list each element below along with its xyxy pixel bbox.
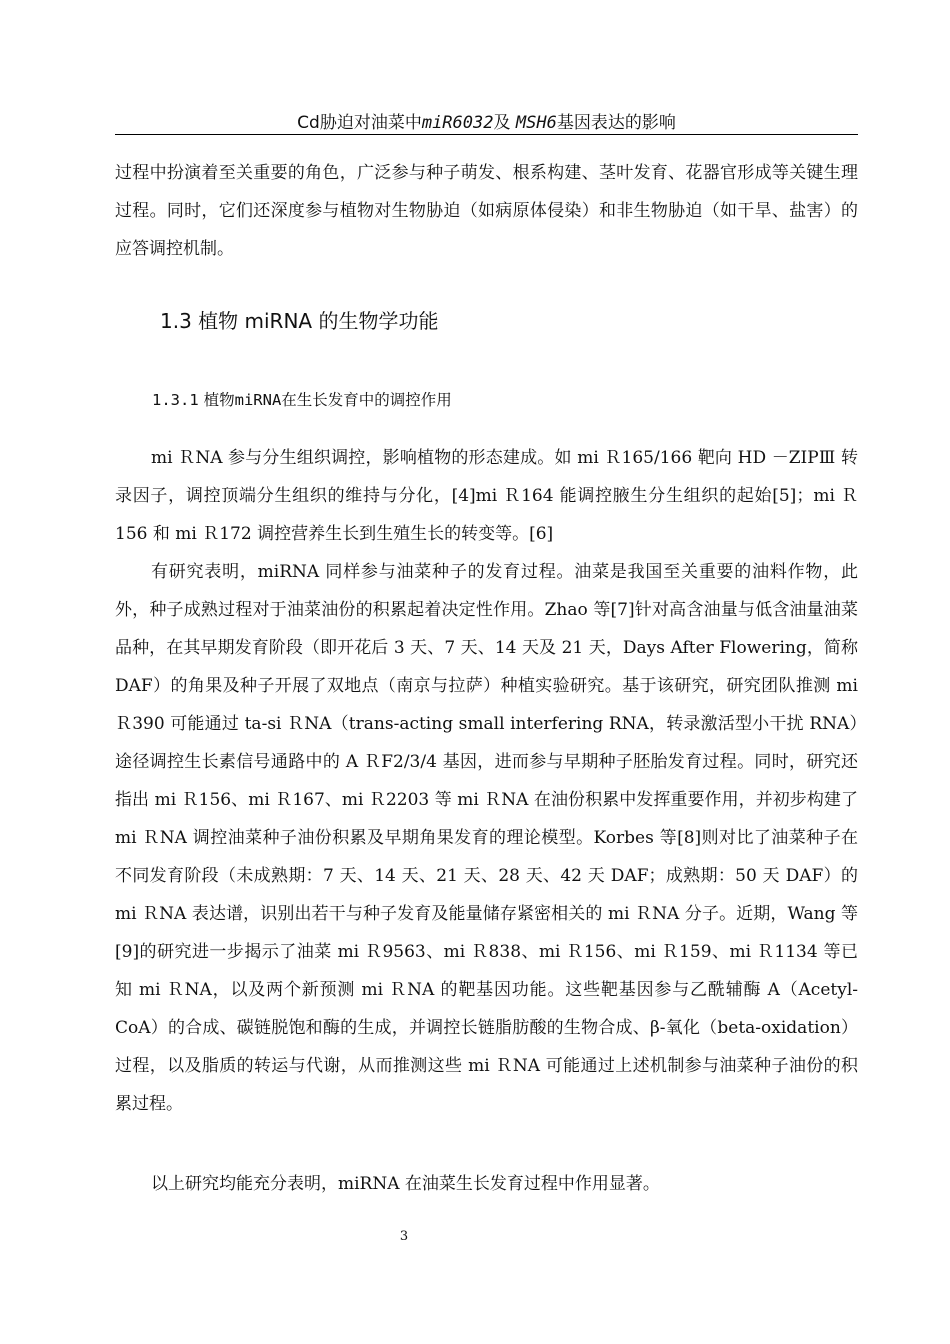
subsection-title-a: 植物 <box>203 391 235 409</box>
subsection-title-b: 在生长发育中的调控作用 <box>281 391 452 409</box>
paragraph-rapeseed-studies: 有研究表明，miRNA 同样参与油菜种子的发育过程。油菜是我国至关重要的油料作物，此外，种子成熟过程对于油菜油份的积累起着决定性作用。Zhao 等[7]针对高含油量与低含油量油菜品种，在其早期发育阶段（即开花后 3 天、7 天、14 天及 21 天，Days After Flowering，简称 DAF）的角果及种子开展了双地点（南京与拉萨）种植实验研究。基于该研究，研究团队推测 mi Ｒ390 可能通过 ta-si ＲNA（trans-acting small interfering RNA，转录激活型小干扰 RNA）途径调控生长素信号通路中的 A ＲF2/3/4 基因，进而参与早期种子胚胎发育过程。同时，研究还指出 mi Ｒ156、mi Ｒ167、mi Ｒ2203 等 mi ＲNA 在油份积累中发挥重要作用，并初步构建了 mi ＲNA 调控油菜种子油份积累及早期角果发育的理论模型。Korbes 等[8]则对比了油菜种子在不同发育阶段（未成熟期：7 天、14 天、21 天、28 天、42 天 DAF；成熟期：50 天 DAF）的 mi ＲNA 表达谱，识别出若干与种子发育及能量储存紧密相关的 mi ＲNA 分子。近期，Wang 等[9]的研究进一步揭示了油菜 mi Ｒ9563、mi Ｒ838、mi Ｒ156、mi Ｒ159、mi Ｒ1134 等已知 mi ＲNA，以及两个新预测 mi ＲNA 的靶基因功能。这些靶基因参与乙酰辅酶 A（Acetyl-CoA）的合成、碳链脱饱和酶的生成，并调控长链脂肪酸的生物合成、β-氧化（beta-oxidation）过程，以及脂质的转运与代谢，从而推测这些 mi ＲNA 可能通过上述机制参与油菜种子油份的积累过程。 <box>115 562 858 1114</box>
running-header <box>115 112 858 134</box>
header-title-post: 基因表达的影响 <box>556 113 676 133</box>
header-gene-mir6032: miR6032 <box>421 113 494 133</box>
header-title-mid: 及 <box>493 113 516 133</box>
subsection-number: 1.3.1 <box>152 391 199 409</box>
section-title: 1.3 植物 miRNA 的生物学功能 <box>160 309 439 333</box>
header-gene-msh6: MSH6 <box>515 113 557 133</box>
subsection-title <box>152 387 452 413</box>
intro-paragraph: 过程中扮演着至关重要的角色，广泛参与种子萌发、根系构建、茎叶发育、花器官形成等关键生理过程。同时，它们还深度参与植物对生物胁迫（如病原体侵染）和非生物胁迫（如干旱、盐害）的应答调控机制。 <box>115 163 858 259</box>
header-rule <box>115 134 858 135</box>
subsection-title-mirna: miRNA <box>234 391 282 409</box>
paragraph-meristem: mi ＲNA 参与分生组织调控，影响植物的形态建成。如 mi Ｒ165/166 靶向 HD －ZIPⅢ 转录因子，调控顶端分生组织的维持与分化，[4]mi Ｒ164 能调控腋生分生组织的起始[5]；mi Ｒ156 和 mi Ｒ172 调控营养生长到生殖生长的转变等。[6] <box>115 448 858 544</box>
page-number: 3 <box>399 1229 409 1244</box>
header-title-pre: Cd胁迫对油菜中 <box>297 113 422 133</box>
paragraph-conclusion: 以上研究均能充分表明，miRNA 在油菜生长发育过程中作用显著。 <box>151 1174 660 1194</box>
